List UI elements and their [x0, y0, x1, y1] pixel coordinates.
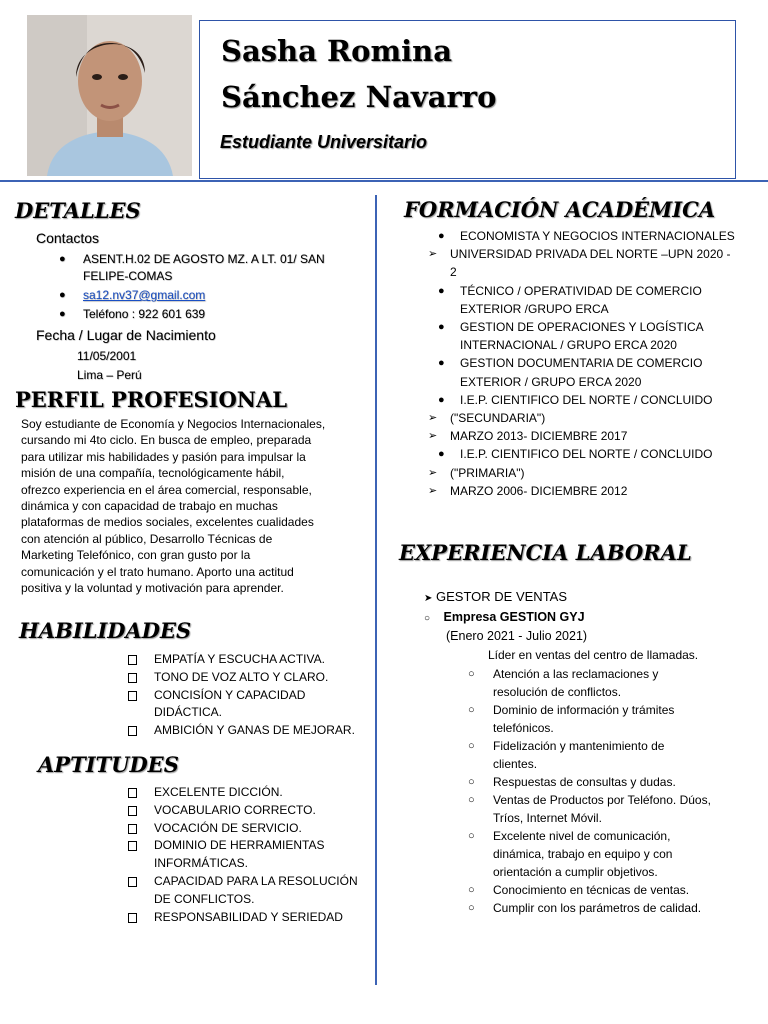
experiencia-item: ○ Excelente nivel de comunicación, dinámica, trabajo en equipo y con orientación a cumplir objetivos. — [468, 829, 673, 879]
habilidad-item: AMBICIÓN Y GANAS DE MEJORAR. — [128, 722, 355, 740]
experiencia-item: ○ Conocimiento en técnicas de ventas. — [468, 883, 690, 897]
bullet-icon: ● — [438, 357, 445, 370]
perfil-line: comunicación y el trato humano. Aporto una actitud — [21, 564, 294, 579]
formacion-list — [428, 227, 748, 500]
bullet-icon: ● — [59, 289, 66, 301]
aptitud-item: EXCELENTE DICCIÓN. — [128, 784, 358, 802]
formacion-item: ● I.E.P. CIENTIFICO DEL NORTE / CONCLUIDO — [428, 445, 748, 463]
contactos-label: Contactos — [36, 230, 100, 246]
formacion-item: ● I.E.P. CIENTIFICO DEL NORTE / CONCLUIDO — [428, 391, 748, 409]
circle-bullet-icon: ○ — [468, 794, 475, 806]
formacion-item: ● ECONOMISTA Y NEGOCIOS INTERNACIONALES — [428, 227, 748, 245]
perfil-line: Marketing Telefónico, con gran gusto por la — [21, 548, 251, 563]
role-item — [424, 589, 567, 604]
experiencia-list — [468, 665, 748, 917]
arrow-bullet-icon: ➤ — [424, 593, 433, 604]
formacion-item: ● GESTION DOCUMENTARIA DE COMERCIO EXTERIOR / GRUPO ERCA 2020 — [438, 356, 703, 389]
aptitud-item: VOCABULARIO CORRECTO. — [128, 802, 358, 820]
experiencia-item: ○ Ventas de Productos por Teléfono. Dúos, Tríos, Internet Móvil. — [468, 793, 711, 825]
phone-text: Teléfono : 922 601 639 — [83, 307, 206, 321]
aptitudes-heading: APTITUDES — [38, 752, 179, 777]
period-text: (Enero 2021 - Julio 2021) — [446, 629, 588, 643]
circle-bullet-icon: ○ — [468, 776, 475, 788]
column-divider — [375, 195, 377, 985]
aptitud-item: RESPONSABILIDAD Y SERIEDAD — [128, 909, 358, 927]
habilidad-item: EMPATÍA Y ESCUCHA ACTIVA. — [128, 651, 355, 669]
circle-bullet-icon: ○ — [468, 902, 475, 914]
circle-bullet-icon: ○ — [468, 830, 475, 842]
address-line-2: FELIPE-COMAS — [83, 269, 173, 283]
arrow-bullet-icon: ➢ — [428, 412, 438, 425]
perfil-line: misión de una compañía, tecnológicamente hábil, — [21, 466, 285, 481]
circle-bullet-icon: ○ — [468, 884, 475, 896]
experiencia-item: ○ Respuestas de consultas y dudas. — [468, 775, 676, 789]
name-line-2: Sánchez Navarro — [221, 80, 497, 114]
summary-text: Líder en ventas del centro de llamadas. — [488, 648, 699, 662]
checkbox-icon — [128, 824, 137, 834]
checkbox-icon — [128, 841, 137, 851]
bullet-icon: ● — [438, 284, 445, 297]
checkbox-icon — [128, 913, 137, 923]
arrow-bullet-icon: ➢ — [428, 484, 438, 497]
birth-place: Lima – Perú — [77, 368, 142, 382]
profile-photo — [27, 15, 192, 176]
company-item — [424, 610, 585, 624]
perfil-line: con atención al público, Desarrollo Técnicas de — [21, 531, 273, 546]
checkbox-icon — [128, 726, 137, 736]
phone-item — [59, 306, 359, 323]
formacion-item: ➢ MARZO 2006- DICIEMBRE 2012 — [428, 482, 748, 500]
circle-bullet-icon: ○ — [468, 704, 475, 716]
bullet-icon: ● — [438, 230, 445, 242]
formacion-item: ● GESTION DE OPERACIONES Y LOGÍSTICA INTERNACIONAL / GRUPO ERCA 2020 — [438, 320, 704, 353]
role-text: GESTOR DE VENTAS — [436, 589, 568, 604]
full-name — [221, 28, 496, 120]
arrow-bullet-icon: ➢ — [428, 430, 438, 443]
arrow-bullet-icon: ➢ — [428, 248, 438, 261]
bullet-icon: ● — [438, 393, 445, 406]
perfil-line: ofrezco experiencia en el área comercial, responsable, — [21, 482, 312, 497]
formacion-item: ➢ ("SECUNDARIA") — [428, 409, 748, 427]
checkbox-icon — [128, 806, 137, 816]
perfil-line: Soy estudiante de Economía y Negocios Internacionales, — [21, 417, 326, 431]
perfil-line: cursando mi 4to ciclo. En busca de empleo, preparada — [21, 433, 312, 448]
perfil-heading: PERFIL PROFESIONAL — [15, 387, 288, 412]
bullet-icon: ● — [438, 321, 445, 334]
header-divider — [0, 180, 768, 182]
address-item — [59, 251, 359, 285]
habilidades-heading: HABILIDADES — [19, 618, 192, 643]
perfil-line: dinámica y con capacidad de trabajo en muchas — [21, 499, 278, 514]
aptitud-item: DOMINIO DE HERRAMIENTAS INFORMÁTICAS. — [128, 837, 358, 873]
experiencia-item: ○ Cumplir con los parámetros de calidad. — [468, 901, 702, 915]
checkbox-icon — [128, 877, 137, 887]
checkbox-icon — [128, 655, 137, 665]
birth-date: 11/05/2001 — [77, 349, 137, 363]
circle-bullet-icon: ○ — [468, 668, 475, 680]
experiencia-item: ○ Fidelización y mantenimiento de clientes. — [468, 739, 665, 771]
aptitud-item: VOCACIÓN DE SERVICIO. — [128, 820, 358, 838]
bullet-icon: ● — [59, 253, 66, 265]
formacion-item: ➢ ("PRIMARIA") — [428, 464, 748, 482]
habilidad-item: CONCISÍON Y CAPACIDAD DIDÁCTICA. — [128, 687, 355, 723]
company-text: Empresa GESTION GYJ — [443, 610, 585, 624]
experiencia-item: ○ Atención a las reclamaciones y resolución de conflictos. — [468, 667, 659, 699]
circle-bullet-icon: ○ — [468, 740, 475, 752]
email-link[interactable]: sa12.nv37@gmail.com — [83, 288, 206, 302]
experiencia-heading: EXPERIENCIA LABORAL — [399, 540, 692, 565]
bullet-icon: ● — [59, 308, 66, 320]
habilidad-item: TONO DE VOZ ALTO Y CLARO. — [128, 669, 355, 687]
perfil-text — [21, 416, 325, 596]
checkbox-icon — [128, 673, 137, 683]
aptitudes-list — [128, 784, 358, 926]
aptitud-item: CAPACIDAD PARA LA RESOLUCIÓN DE CONFLICTOS. — [128, 873, 358, 909]
arrow-bullet-icon: ➢ — [428, 466, 438, 479]
job-title: Estudiante Universitario — [220, 132, 428, 152]
perfil-line: para utilizar mis habilidades y pasión para impulsar la — [21, 449, 306, 464]
checkbox-icon — [128, 691, 137, 701]
perfil-line: positiva y la voluntad y motivación para aprender. — [21, 581, 284, 596]
contact-list — [59, 251, 359, 323]
perfil-line: plataformas de medios sociales, excelentes cualidades — [21, 515, 314, 530]
birth-label: Fecha / Lugar de Nacimiento — [36, 327, 216, 343]
detalles-heading: DETALLES — [15, 198, 141, 223]
formacion-item: ➢ UNIVERSIDAD PRIVADA DEL NORTE –UPN 2020 - 2 — [428, 247, 731, 280]
name-line-1: Sasha Romina — [221, 34, 453, 68]
email-item — [59, 287, 359, 304]
formacion-item: ➢ MARZO 2013- DICIEMBRE 2017 — [428, 427, 748, 445]
formacion-heading: FORMACIÓN ACADÉMICA — [404, 197, 716, 222]
address-line-1: ASENT.H.02 DE AGOSTO MZ. A LT. 01/ SAN — [83, 252, 325, 266]
circle-bullet-icon: ○ — [424, 613, 431, 624]
experiencia-item: ○ Dominio de información y trámites telefónicos. — [468, 703, 675, 735]
habilidades-list — [128, 651, 355, 740]
bullet-icon: ● — [438, 448, 445, 461]
checkbox-icon — [128, 788, 137, 798]
formacion-item: ● TÉCNICO / OPERATIVIDAD DE COMERCIO EXTERIOR /GRUPO ERCA — [438, 283, 702, 316]
